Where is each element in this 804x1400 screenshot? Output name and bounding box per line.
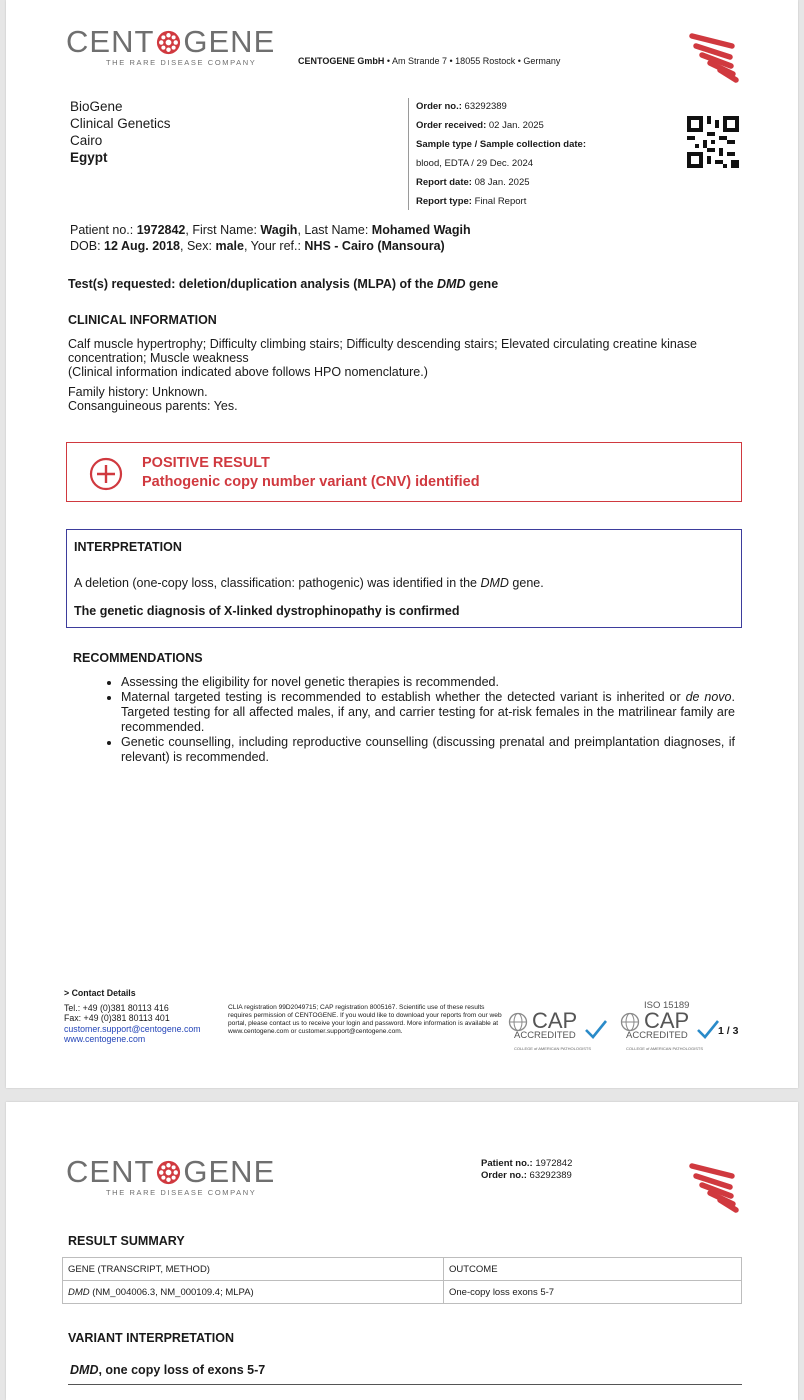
report-type: Report type: Final Report [416,196,527,207]
cap-globe-icon [620,1012,640,1032]
interpretation-box [66,529,742,628]
sample-value: blood, EDTA / 29 Dec. 2024 [416,158,534,169]
legal-notice: CLIA registration 99D2049715; CAP registration 8005167. Scientific use of these results requires permission of CENTOGENE. If you would like to download your reports from our web portal, please contact us to receive your login and password. More information is available at www.centogene.com or customer.support@centogene.com. [228,1004,502,1035]
table-header-outcome: OUTCOME [444,1258,742,1281]
cap-iso-badge [618,1000,723,1056]
logo-word-right: GENE [183,1154,276,1189]
brand-corner-mark-icon [686,28,742,84]
company-name: CENTOGENE GmbH [298,56,385,66]
iso-label: ISO 15189 [644,1000,690,1011]
recommendation-item: • Genetic counselling, including reproductive counselling (discussing prenatal and preimplantation diagnoses, if relevant) is recommended. [121,735,735,765]
contact-heading: > Contact Details [64,988,136,998]
centogene-logo [66,1154,275,1197]
plus-circle-icon [89,457,123,491]
result-subtitle: Pathogenic copy number variant (CNV) identified [142,474,480,490]
test-requested: Test(s) requested: deletion/duplication analysis (MLPA) of the DMD gene [68,277,499,291]
interpretation-text: A deletion (one-copy loss, classification: pathogenic) was identified in the DMD gene. [74,576,544,590]
cap-word: CAP [532,1008,578,1033]
page2-ids [481,1158,572,1182]
page2-patient-no: Patient no.: 1972842 [481,1158,573,1169]
variant-interpretation-heading: VARIANT INTERPRETATION [68,1331,234,1345]
table-cell-outcome: One-copy loss exons 5-7 [444,1281,742,1304]
logo-word-right: GENE [183,24,276,59]
patient-details: Patient no.: 1972842, First Name: Wagih, Last Name: Mohamed Wagih DOB: 12 Aug. 2018, Sex: male, Your ref.: NHS - Cairo (Mansoura) [70,223,471,253]
logo-flower-icon [155,29,182,56]
logo-tagline: THE RARE DISEASE COMPANY [106,58,257,67]
cap-accredited-text: ACCREDITED [626,1030,688,1041]
report-page-1 [6,0,798,1088]
patient-sex: male [215,239,244,253]
contact-tel: Tel.: +49 (0)381 80113 416 [64,1002,169,1013]
brand-corner-mark-icon [686,1158,742,1214]
positive-result-box [66,442,742,502]
contact-web-link[interactable]: www.centogene.com [64,1034,146,1044]
company-street: • Am Strande 7 • 18055 Rostock • Germany [384,56,561,66]
table-header-gene: GENE (TRANSCRIPT, METHOD) [63,1258,444,1281]
cap-globe-icon [508,1012,528,1032]
variant-divider [68,1384,742,1385]
recipient-line-3: Cairo [70,133,103,148]
checkmark-icon [696,1018,720,1040]
sample-label: Sample type / Sample collection date: [416,139,586,150]
page2-order-no: Order no.: 63292389 [481,1170,572,1181]
centogene-logo [66,24,275,67]
interpretation-heading: INTERPRETATION [74,540,182,554]
checkmark-icon [584,1018,608,1040]
clinical-info: Calf muscle hypertrophy; Difficulty climbing stairs; Difficulty descending stairs; Elevated circulating creatine kinase concentration; Muscle weakness (Clinical information indicated above follows HPO nomenclature.) Family history: Unknown. Consanguineous parents: Yes. [68,337,758,413]
patient-last-name: Mohamed Wagih [371,223,471,237]
recommendations-list [73,675,735,765]
order-received: Order received: 02 Jan. 2025 [416,120,544,131]
qr-code-icon [687,116,739,168]
cap-college-text: COLLEGE of AMERICAN PATHOLOGISTS [514,1046,591,1051]
clinical-heading: CLINICAL INFORMATION [68,313,217,327]
company-address [298,56,560,66]
logo-flower-icon [155,1159,182,1186]
order-details [416,97,586,211]
cap-college-text: COLLEGE of AMERICAN PATHOLOGISTS [626,1046,703,1051]
variant-title: DMD, one copy loss of exons 5-7 [70,1363,266,1377]
logo-tagline: THE RARE DISEASE COMPANY [106,1188,257,1197]
result-summary-heading: RESULT SUMMARY [68,1234,185,1248]
patient-first-name: Wagih [260,223,298,237]
recipient-line-2: Clinical Genetics [70,116,171,131]
page-number: 1 / 3 [718,1025,739,1037]
family-history: Family history: Unknown. [68,385,208,399]
result-title: POSITIVE RESULT [142,455,270,471]
recommendation-item: • Maternal targeted testing is recommended to establish whether the detected variant is inherited or de novo. Targeted testing for all affected males, if any, and carrier testing for at-risk females in the matrilinear family are recommended. [121,690,735,735]
table-row [63,1281,742,1304]
logo-word-left: CENT [66,1154,155,1189]
consanguinity: Consanguineous parents: Yes. [68,399,238,413]
recipient-line-1: BioGene [70,99,123,114]
report-page-2 [6,1102,798,1400]
patient-ref: NHS - Cairo (Mansoura) [304,239,445,253]
logo-word-left: CENT [66,24,155,59]
patient-dob: 12 Aug. 2018 [104,239,181,253]
table-cell-gene: DMD (NM_004006.3, NM_000109.4; MLPA) [63,1281,444,1304]
contact-email-link[interactable]: customer.support@centogene.com [64,1023,201,1034]
patient-number: 1972842 [136,223,186,237]
table-header-row [63,1258,742,1281]
interpretation-conclusion: The genetic diagnosis of X-linked dystrophinopathy is confirmed [74,604,460,618]
order-number: Order no.: 63292389 [416,101,507,112]
recommendation-item: • Assessing the eligibility for novel genetic therapies is recommended. [121,675,735,690]
contact-fax: Fax: +49 (0)381 80113 401 [64,1013,170,1023]
report-date: Report date: 08 Jan. 2025 [416,177,530,188]
cap-accredited-badge [506,1010,611,1056]
order-divider [408,98,409,210]
contact-details [64,988,201,1045]
cap-accredited-text: ACCREDITED [514,1030,576,1041]
recipient-country: Egypt [70,150,108,165]
result-summary-table [62,1257,742,1304]
recommendations-heading: RECOMMENDATIONS [73,651,203,665]
recipient-address [70,98,171,166]
cap-word: CAP [644,1008,690,1033]
